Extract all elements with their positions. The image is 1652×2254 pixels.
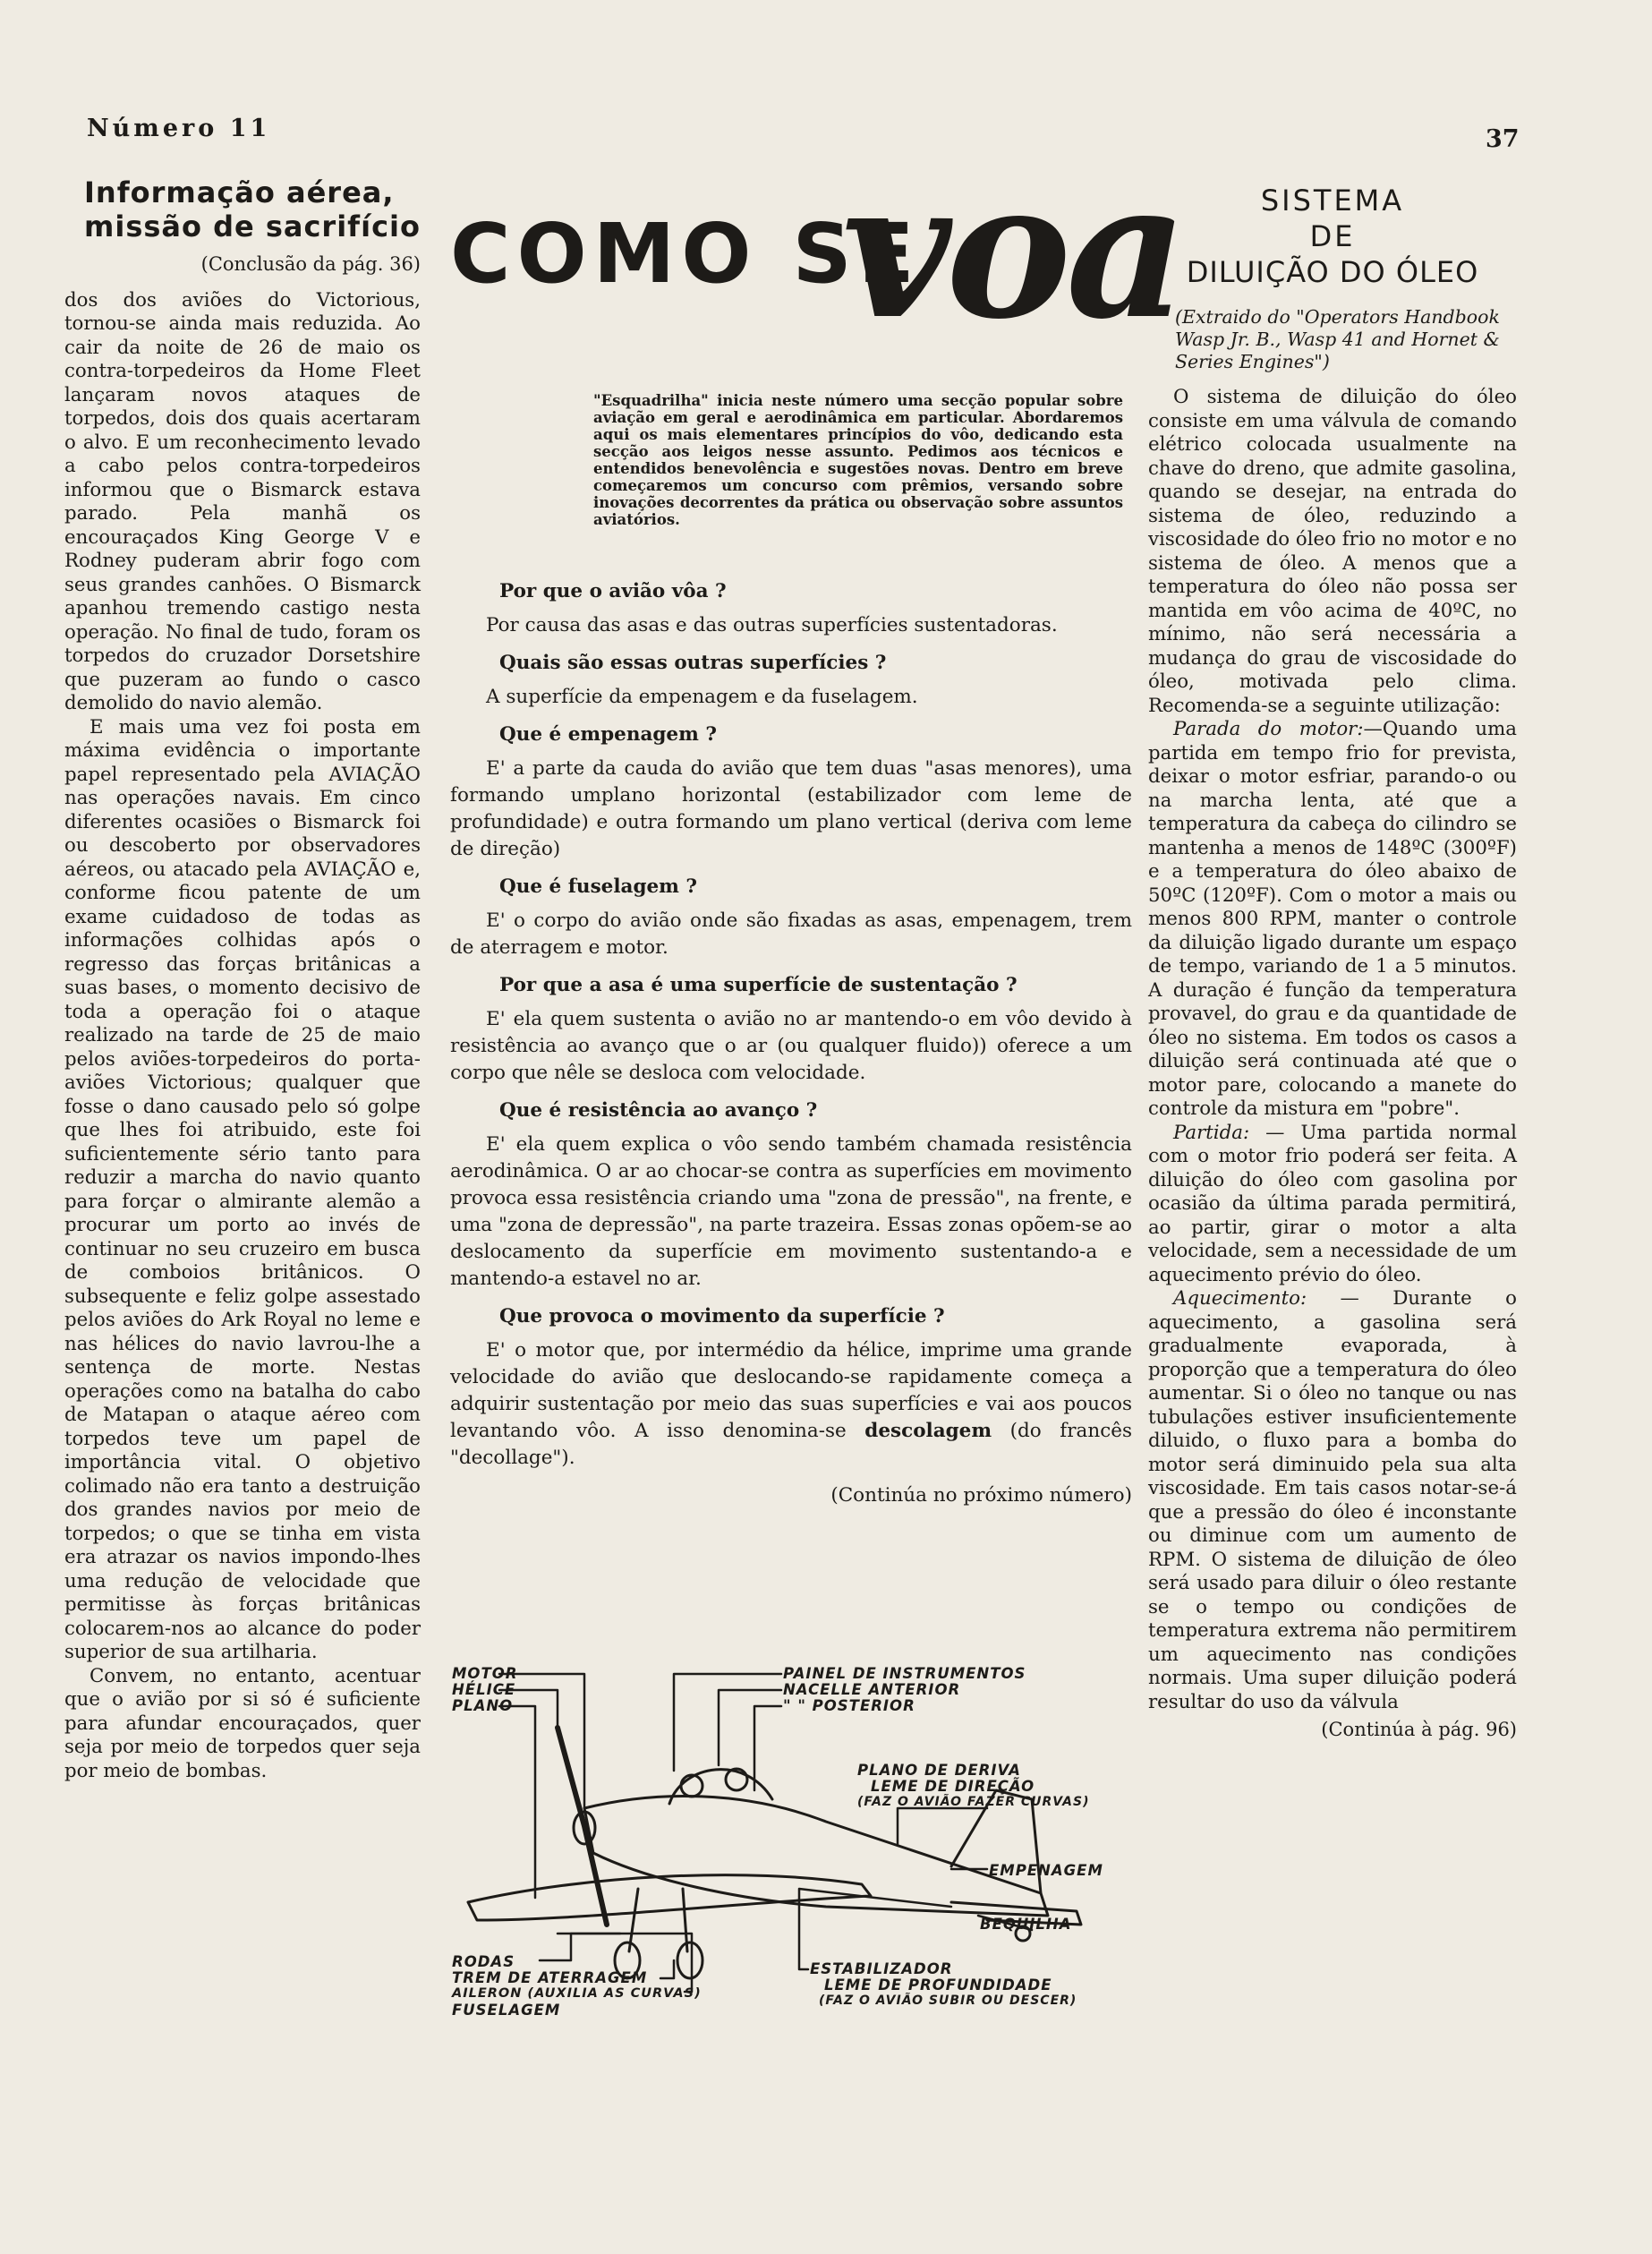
section-masthead xyxy=(450,140,1183,392)
section-intro: "Esquadrilha" inicia neste número uma secção popular sobre aviação em geral e aerodinâmica em particular. Abordaremos aqui os mais elementares princípios do vôo, dedicando esta secção aos leigos nesse assunto. Pedimos aos técnicos e entendidos benevolência e sugestões novas. Dentro em breve começaremos um concurso com prêmios, versando sobre inovações decorrentes da prática ou observação sobre assuntos aviatórios. xyxy=(593,392,1123,528)
left-title-line1: Informação aérea, xyxy=(84,175,395,209)
right-title-line: DILUIÇÃO DO ÓLEO xyxy=(1186,255,1479,289)
label-fuselagem: FUSELAGEM xyxy=(452,2002,561,2019)
leader-line xyxy=(660,1960,674,1978)
paragraph-label: Parada do motor: xyxy=(1173,718,1364,740)
label-plano: PLANO xyxy=(452,1697,514,1714)
label-bequilha: BEQUILHA xyxy=(980,1916,1072,1933)
leader-line xyxy=(754,1706,781,1790)
left-paragraph: dos dos aviões do Victorious, tornou-se ainda mais reduzida. Ao cair da noite de 26 de maio os contra-torpedeiros da Home Fleet lançaram novos ataques de torpedos, dois dos quais acertaram o alvo. E um reconhecimento levado a cabo pelos contra-torpedeiros informou que o Bismarck estava parado. Pela manhã os encouraçados King George V e Rodney puderam abrir fogo com seus grandes canhões. O Bismarck apanhou tremendo castigo nesta operação. No final de tudo, foram os torpedos do cruzador Dorsetshire que puzeram ao fundo o casco demolido do navio alemão. xyxy=(64,288,421,714)
paragraph-text: — Uma partida normal com o motor frio poderá ser feita. A diluição do óleo com gasolina por ocasião da última parada permitirá, ao partir, girar o motor a alta velocidade, sem a necessidade de um aquecimento prévio do óleo. xyxy=(1148,1121,1517,1286)
issue-number: Número 11 xyxy=(87,115,271,142)
right-article-title xyxy=(1148,183,1517,290)
leader-line xyxy=(719,1690,781,1765)
label-plano-deriva: PLANO DE DERIVA xyxy=(857,1762,1021,1779)
right-title-line: SISTEMA xyxy=(1260,184,1405,218)
left-title-word: missão xyxy=(84,209,202,243)
left-title-word: sacrifício xyxy=(265,209,421,243)
masthead-como-se: COMO SE xyxy=(450,206,921,302)
paragraph-label: Aquecimento: xyxy=(1173,1287,1307,1310)
right-title-line: DE xyxy=(1309,219,1356,253)
label-leme-profundidade: LEME DE PROFUNDIDADE xyxy=(824,1977,1052,1994)
label-nacelle: NACELLE ANTERIOR xyxy=(783,1681,961,1698)
left-article-title xyxy=(84,175,421,243)
paragraph-label: Partida: xyxy=(1173,1121,1250,1144)
leader-line xyxy=(499,1706,535,1898)
label-leme-direcao: LEME DE DIREÇÃO xyxy=(871,1778,1035,1795)
left-paragraph: E mais uma vez foi posta em máxima evidência o importante papel representado pela AVIAÇÃO nas operações navais. Em cinco diferentes ocasiões o Bismarck foi ou descoberto por observadores aéreos, ou atacado pela AVIAÇÃO e, conforme ficou patente de um exame cuidadoso de todas as informações colhidas após o regresso das forças britânicas a suas bases, o momento decisivo de toda a operação foi o ataque realizado na tarde de 25 de maio pelos aviões-torpedeiros do porta-aviões Victorious; qualquer que fosse o dano causado pelo só golpe que lhes foi atribuido, este foi suficientemente sério tanto para reduzir a marcha do navio quanto para forçar o almirante alemão a procurar um porto ao invés de continuar no seu cruzeiro em busca de comboios britânicos. O subsequente e feliz golpe assestado pelos aviões do Ark Royal no leme e nas hélices do navio lavrou-lhe a sentença de morte. Nestas operações como na batalha do cabo de Matapan o ataque aéreo com torpedos teve um papel de importância vital. O objetivo colimado não era tanto a destruição dos grandes navios por meio de torpedos; o que se tinha em vista era atrazar os navios impondo-lhes uma redução de velocidade que permitisse às forças britânicas colocarem-nos ao alcance do poder superior de sua artilharia. xyxy=(64,715,421,1663)
question: Que é fuselagem ? xyxy=(499,875,697,898)
label-empenagem: EMPENAGEM xyxy=(989,1862,1103,1879)
label-aileron: AILERON (AUXILIA AS CURVAS) xyxy=(452,1986,702,2001)
continued-note: (Continúa à pág. 96) xyxy=(1321,1719,1517,1740)
propeller-blade xyxy=(558,1728,607,1925)
question: Quais são essas outras superfícies ? xyxy=(499,652,887,674)
paragraph-text: —Quando uma partida em tempo frio for prevista, deixar o motor esfriar, parando-o ou na marcha lenta, até que a temperatura da cabeça do cilindro se mantenha a menos de 148ºC (300ºF) e a temperatura do óleo abaixo de 50ºC (120ºF). Com o motor a mais ou menos 800 RPM, manter o controle da diluição ligado durante um espaço de tempo, variando de 1 a 5 minutos. A duração é função da temperatura provavel, do grau e da quantidade de óleo no sistema. Em todos os casos a diluição será continuada até que o motor pare, colocando a manete do controle da mistura em "pobre". xyxy=(1148,718,1517,1120)
left-title-line2 xyxy=(84,209,421,243)
masthead-voa: voa xyxy=(842,140,1183,361)
left-paragraph: Convem, no entanto, acentuar que o avião por si só é suficiente para afundar encouraçados, quer seja por meio de torpedos quer seja por meio de bombas. xyxy=(64,1664,421,1782)
label-motor: MOTOR xyxy=(452,1665,518,1682)
right-paragraph: O sistema de diluição do óleo consiste em uma válvula de comando elétrico colocada usualmente na chave do dreno, que admite gasolina, quando se desejar, na entrada do sistema de óleo, reduzindo a viscosidade do óleo frio no motor e no sistema de óleo. A menos que a temperatura do óleo não possa ser mantida em vôo acima de 40ºC, no mínimo, não será necessária a mudança do grau de viscosidade do óleo, motivada pelo clima. Recomenda-se a seguinte utilização: xyxy=(1148,386,1517,717)
landing-gear xyxy=(629,1889,687,1951)
label-helice: HÉLICE xyxy=(452,1681,516,1698)
label-faz-curva: (FAZ O AVIÃO FAZER CURVAS) xyxy=(857,1795,1090,1809)
paragraph-text: — Durante o aquecimento, a gasolina será gradualmente evaporada, à proporção que a temperatura do óleo aumentar. Si o óleo no tanque ou nas tubulações estiver insuficientemente diluido, o fluxo para a bomba do motor será diminuido pela sua alta viscosidade. Em tais casos notar-se-á que a pressão do óleo é inconstante ou diminue com um aumento de RPM. O sistema de diluição de óleo será usado para diluir o óleo restante se o tempo ou condições de temperatura extrema não permitirem um aquecimento nas condições normais. Uma super diluição poderá resultar do uso da válvula xyxy=(1148,1287,1517,1713)
airplane-diagram xyxy=(450,1665,1132,2023)
leader-line xyxy=(674,1674,781,1771)
right-paragraph xyxy=(1148,1287,1517,1714)
fuselage-outline xyxy=(584,1796,1048,1916)
answer: E' o corpo do avião onde são fixadas as asas, empenagem, trem de aterragem e motor. xyxy=(450,909,1132,959)
label-rodas: RODAS xyxy=(452,1953,515,1970)
wheel xyxy=(677,1942,703,1978)
conclusion-note: (Conclusão da pág. 36) xyxy=(200,253,421,275)
leader-line xyxy=(540,1934,620,1960)
answer: E' ela quem explica o vôo sendo também chamada resistência aerodinâmica. O ar ao chocar-se contra as superfícies em movimento provoca essa resistência criando uma "zona de pressão", na frente, e uma "zona de depressão", na parte trazeira. Essas zonas opõem-se ao deslocamento da superfície em movimento sustentando-a e mantendo-a estavel no ar. xyxy=(450,1133,1132,1290)
answer xyxy=(450,1337,1132,1472)
right-article xyxy=(1148,183,1517,1742)
source-note: (Extraido do "Operators Handbook Wasp Jr. B., Wasp 41 and Hornet & Series Engines") xyxy=(1175,306,1500,372)
label-trem: TREM DE ATERRAGEM xyxy=(452,1969,648,1986)
right-paragraph xyxy=(1148,718,1517,1122)
label-estabilizador: ESTABILIZADOR xyxy=(810,1960,953,1977)
answer: E' a parte da cauda do avião que tem duas "asas menores), uma formando umplano horizontal (estabilizador com leme de profundidade) e outra formando um plano vertical (deriva com leme de direção) xyxy=(450,757,1132,860)
answer: Por causa das asas e das outras superfícies sustentadoras. xyxy=(486,614,1058,636)
answer: A superfície da empenagem e da fuselagem. xyxy=(486,686,918,708)
label-painel: PAINEL DE INSTRUMENTOS xyxy=(783,1665,1026,1682)
question: Por que a asa é uma superfície de sustentação ? xyxy=(499,974,1018,996)
answer-text: (do francês "decollage"). xyxy=(450,1420,1132,1469)
middle-article xyxy=(450,140,1183,1509)
left-title-word: de xyxy=(213,209,255,243)
question: Por que o avião vôa ? xyxy=(499,580,727,602)
question: Que é resistência ao avanço ? xyxy=(499,1099,818,1122)
right-paragraph xyxy=(1148,1122,1517,1288)
question: Que provoca o movimento da superfície ? xyxy=(499,1305,945,1328)
leader-line xyxy=(799,1889,951,1969)
left-article xyxy=(64,175,421,1783)
page-number: 37 xyxy=(1486,125,1520,153)
label-faz-subir: (FAZ O AVIÃO SUBIR OU DESCER) xyxy=(819,1994,1077,2008)
answer-text: E' o motor que, por intermédio da hélice, imprime uma grande velocidade do avião que deslocando-se rapidamente começa a adquirir sustentação por meio das suas superfícies e vai aos poucos levantando vôo. A isso denomina-se xyxy=(450,1339,1132,1442)
label-nacelle-post: " " POSTERIOR xyxy=(783,1697,915,1714)
answer-bold-term: descolagem xyxy=(864,1420,992,1442)
qa-list xyxy=(450,578,1132,1509)
continued-note: (Continúa no próximo número) xyxy=(830,1484,1132,1507)
question: Que é empenagem ? xyxy=(499,723,717,746)
answer: E' ela quem sustenta o avião no ar mantendo-o em vôo devido à resistência ao avanço que o ar (ou qualquer fluido)) oferece a um corpo que nêle se desloca com velocidade. xyxy=(450,1008,1132,1084)
